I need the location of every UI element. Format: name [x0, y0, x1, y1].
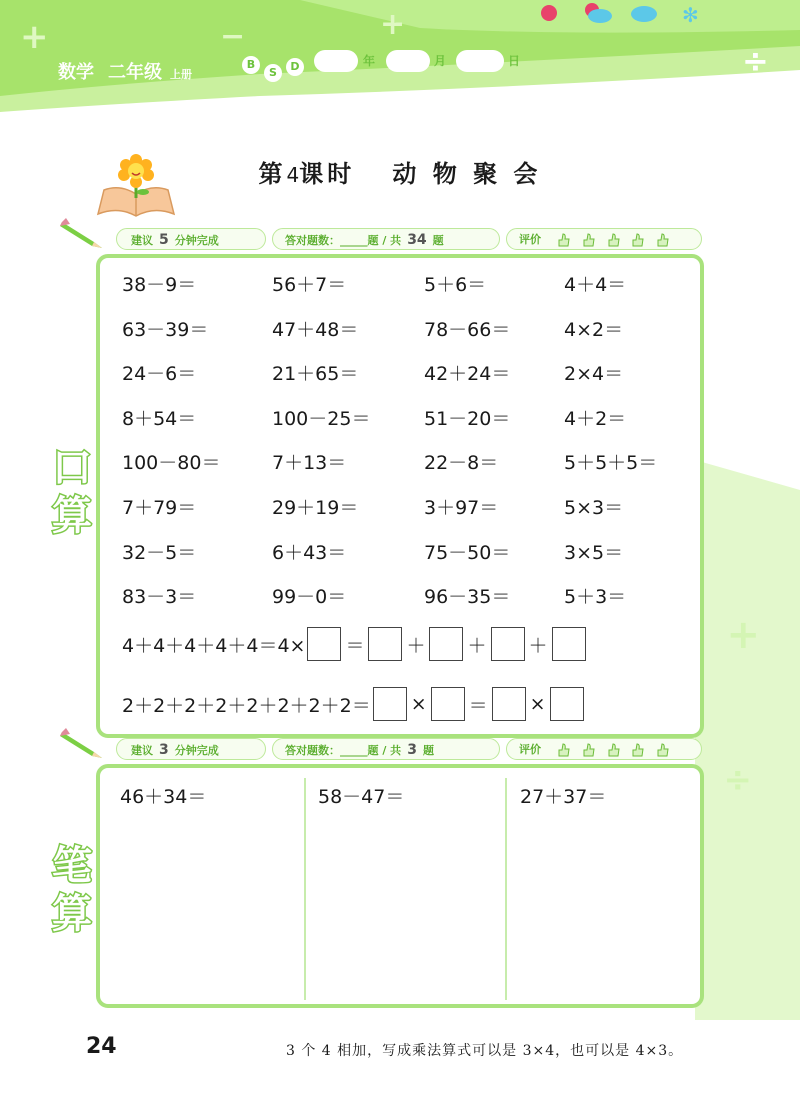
side-title-char: 算 — [52, 493, 92, 539]
svg-text:÷: ÷ — [742, 42, 769, 80]
section2-info-bar — [102, 738, 702, 762]
answer-box[interactable] — [431, 687, 465, 721]
header-volume: 上册 — [170, 68, 192, 81]
mental-math-problem: 83－3＝ — [122, 586, 197, 608]
plus-decoration: + — [726, 612, 760, 658]
month-label: 月 — [434, 54, 447, 68]
sequence-expression: 2＋2＋2＋2＋2＋2＋2＋2＝ — [122, 694, 371, 717]
mental-math-problem: 7＋13＝ — [272, 452, 347, 474]
sequence-expression: 4＋4＋4＋4＋4＝4× — [122, 634, 306, 657]
divide-decoration: ÷ — [723, 760, 752, 800]
mental-math-problem: 5＋5＋5＝ — [564, 452, 658, 474]
mental-math-problem: 2×4＝ — [564, 363, 624, 385]
mental-math-problem: 29＋19＝ — [272, 497, 359, 519]
answer-box[interactable] — [491, 627, 525, 661]
page-number: 24 — [86, 1034, 117, 1059]
rating-label: 评价 — [519, 743, 541, 756]
plus-sign: ＋ — [528, 634, 548, 657]
svg-text:+: + — [380, 7, 406, 42]
thumb-icon[interactable] — [607, 743, 620, 757]
answered-label: 答对题数：_____题 / 共 — [285, 744, 402, 757]
written-problem: 46＋34＝ — [120, 786, 207, 808]
score-field — [272, 738, 500, 760]
thumb-icon[interactable] — [557, 743, 570, 757]
total-count: 34 — [407, 232, 427, 248]
weather-icons — [538, 0, 708, 30]
publisher-letter: B — [242, 56, 260, 74]
thumb-icon[interactable] — [631, 233, 644, 247]
minutes-label: 分钟完成 — [174, 234, 219, 247]
thumb-icon[interactable] — [582, 233, 595, 247]
suggest-label: 建议 — [131, 234, 153, 247]
title-suffix: 课时 — [299, 160, 356, 188]
plus-sign: ＋ — [467, 634, 487, 657]
right-decoration — [695, 460, 800, 1020]
mental-math-problem: 47＋48＝ — [272, 319, 359, 341]
answer-box[interactable] — [429, 627, 463, 661]
mental-math-problem: 5×3＝ — [564, 497, 624, 519]
svg-text:✻: ✻ — [682, 3, 699, 27]
written-problem: 58－47＝ — [318, 786, 405, 808]
svg-text:+: + — [20, 17, 49, 57]
thumb-icon[interactable] — [656, 233, 669, 247]
total-suffix: 题 — [432, 234, 444, 247]
sun-icon[interactable] — [541, 5, 557, 21]
multiplication-row-2 — [122, 686, 586, 722]
mental-math-problem: 5＋3＝ — [564, 586, 627, 608]
written-problem: 27＋37＝ — [520, 786, 607, 808]
mental-math-problem: 3×5＝ — [564, 542, 624, 564]
rating-field — [506, 738, 702, 760]
thumb-icon[interactable] — [656, 743, 669, 757]
publisher-letter: D — [286, 58, 304, 76]
mental-math-problem: 78－66＝ — [424, 319, 511, 341]
page-header — [0, 0, 800, 120]
mental-math-problem: 4＋2＝ — [564, 408, 627, 430]
column-divider — [304, 778, 306, 1000]
rating-field — [506, 228, 702, 250]
mental-math-problem: 8＋54＝ — [122, 408, 197, 430]
equals-sign: ＝ — [468, 694, 488, 717]
publisher-logo — [242, 56, 310, 82]
mental-math-problem: 5＋6＝ — [424, 274, 487, 296]
day-field[interactable] — [456, 50, 504, 72]
flower-book-icon — [94, 154, 178, 222]
title-prefix: 第 — [258, 160, 287, 188]
thumb-icon[interactable] — [607, 233, 620, 247]
mental-math-problem: 24－6＝ — [122, 363, 197, 385]
mental-math-problem: 3＋97＝ — [424, 497, 499, 519]
answered-label: 答对题数：_____题 / 共 — [285, 234, 402, 247]
mental-math-problem: 4×2＝ — [564, 319, 624, 341]
mental-math-problem: 7＋79＝ — [122, 497, 197, 519]
header-grade: 二年级 — [108, 62, 162, 83]
pencil-icon — [58, 726, 106, 760]
mental-math-problem: 63－39＝ — [122, 319, 209, 341]
year-label: 年 — [363, 54, 376, 68]
answer-box[interactable] — [307, 627, 341, 661]
mental-math-problem: 51－20＝ — [424, 408, 511, 430]
mental-math-problem: 56＋7＝ — [272, 274, 347, 296]
section2-side-title — [52, 842, 92, 938]
column-divider — [505, 778, 507, 1000]
title-name: 动 物 聚 会 — [392, 160, 542, 188]
side-title-char: 算 — [52, 891, 92, 937]
side-title-char: 口 — [52, 445, 92, 491]
header-subject: 数学 — [58, 62, 94, 83]
mental-math-problem: 75－50＝ — [424, 542, 511, 564]
mental-math-problem: 22－8＝ — [424, 452, 499, 474]
suggest-minutes: 5 — [159, 232, 169, 248]
cloud-icon[interactable] — [631, 6, 657, 22]
mental-math-problem: 96－35＝ — [424, 586, 511, 608]
svg-text:−: − — [220, 19, 246, 54]
thumb-icon[interactable] — [631, 743, 644, 757]
thumb-icon[interactable] — [582, 743, 595, 757]
snowflake-icon[interactable] — [682, 3, 699, 27]
footnote: 3 个 4 相加，写成乘法算式可以是 3×4，也可以是 4×3。 — [286, 1043, 684, 1059]
sun-cloud-icon[interactable] — [585, 3, 612, 23]
answer-box[interactable] — [550, 687, 584, 721]
section1-side-title — [52, 444, 92, 540]
mental-math-problem: 99－0＝ — [272, 586, 347, 608]
mental-math-problem: 4＋4＝ — [564, 274, 627, 296]
multiplication-row-1 — [122, 626, 588, 662]
suggest-label: 建议 — [131, 744, 153, 757]
times-sign: × — [410, 693, 427, 715]
mental-math-problem: 6＋43＝ — [272, 542, 347, 564]
suggest-minutes: 3 — [159, 742, 169, 758]
mental-math-problem: 100－80＝ — [122, 452, 221, 474]
time-suggestion — [116, 738, 266, 760]
month-field[interactable] — [386, 50, 430, 72]
side-title-char: 笔 — [52, 843, 92, 889]
publisher-letter: S — [264, 64, 282, 82]
mental-math-problem: 42＋24＝ — [424, 363, 511, 385]
pencil-icon — [58, 216, 106, 250]
year-field[interactable] — [314, 50, 358, 72]
times-sign: × — [529, 693, 546, 715]
answer-box[interactable] — [368, 627, 402, 661]
title-number: 4 — [286, 163, 300, 187]
total-count: 3 — [407, 742, 417, 758]
day-label: 日 — [508, 54, 521, 68]
section1-info-bar — [102, 228, 702, 252]
score-field — [272, 228, 500, 250]
rating-label: 评价 — [519, 233, 541, 246]
equals-sign: ＝ — [345, 634, 365, 657]
mental-math-problem: 21＋65＝ — [272, 363, 359, 385]
mental-math-problem: 100－25＝ — [272, 408, 371, 430]
time-suggestion — [116, 228, 266, 250]
total-suffix: 题 — [422, 744, 434, 757]
answer-box[interactable] — [492, 687, 526, 721]
plus-sign: ＋ — [406, 634, 426, 657]
mental-math-problem: 38－9＝ — [122, 274, 197, 296]
answer-box[interactable] — [552, 627, 586, 661]
thumb-icon[interactable] — [557, 233, 570, 247]
mental-math-problem: 32－5＝ — [122, 542, 197, 564]
minutes-label: 分钟完成 — [174, 744, 219, 757]
answer-box[interactable] — [373, 687, 407, 721]
